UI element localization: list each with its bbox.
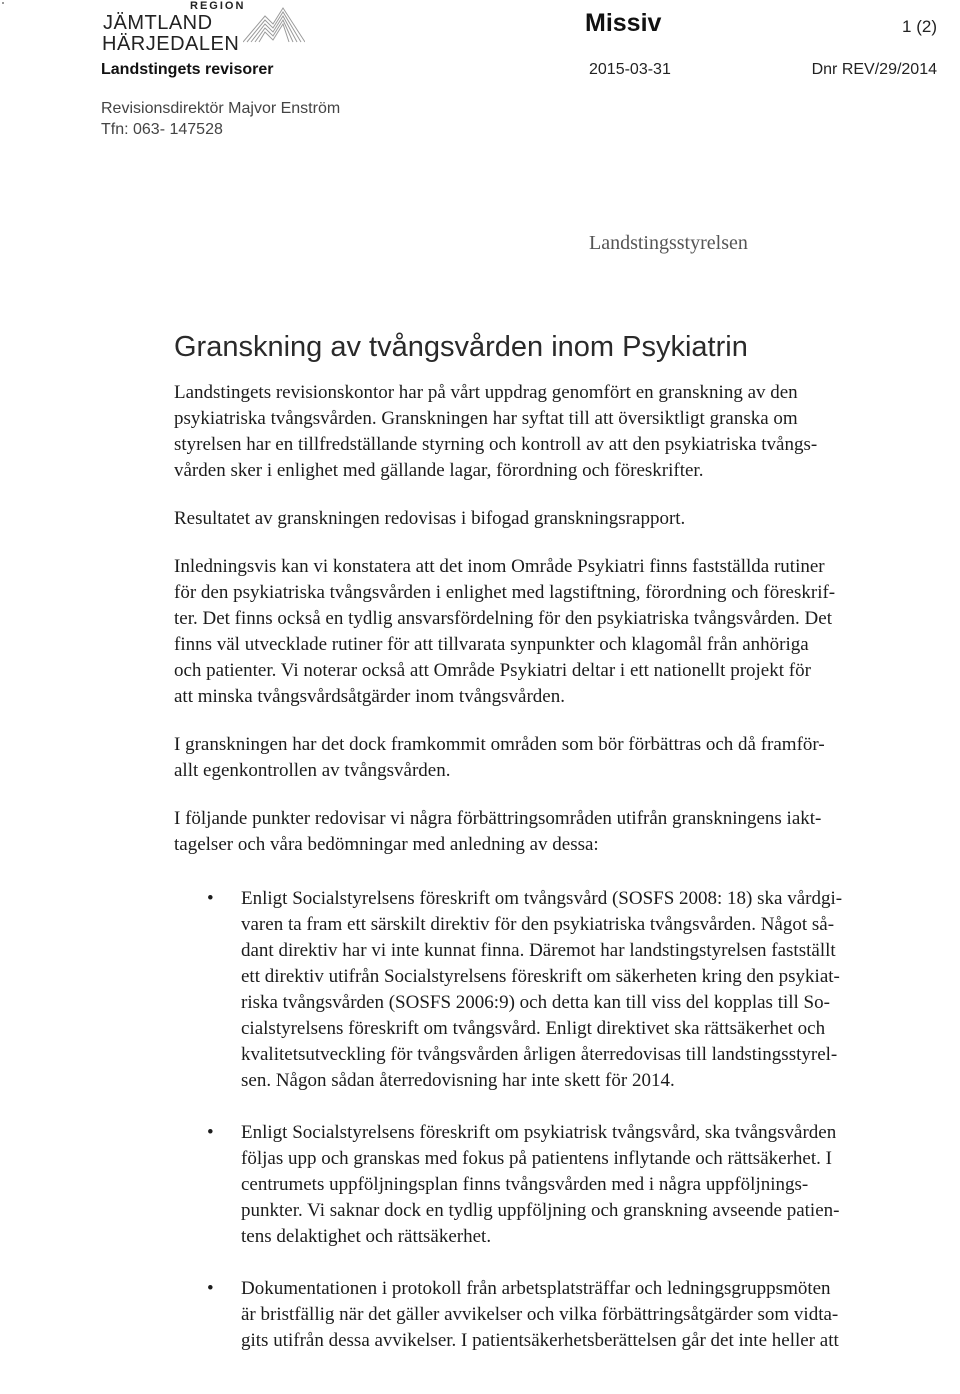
- registration-number: Dnr REV/29/2014: [811, 61, 937, 78]
- logo-line-1: JÄMTLAND: [103, 12, 213, 34]
- page-title: Granskning av tvångsvården inom Psykiatrin: [174, 331, 748, 363]
- list-item-text: Dokumentationen i protokoll från arbetsplatsträffar och ledningsgruppsmöten är bristfällig när det gäller avvikelser och vilka förbättringsåtgärder som vidta- gits utifrån dessa avvikelser. I patientsäkerhetsberättelsen går det inte heller att: [241, 1278, 839, 1351]
- list-item-text: Enligt Socialstyrelsens föreskrift om tvångsvård (SOSFS 2008: 18) ska vårdgi- varen ta fram ett särskilt direktiv för den psykiatriska tvångsvården. Något så- dant direktiv har vi inte kunnat finna. Däremot har landstingstyrelsen fastställt ett direktiv utifrån Socialstyrelsens föreskrift om säkerheten kring den psykiat- riska tvångsvården (SOSFS 2006:9) och detta kan till viss del kopplas till So- cialstyrelsens föreskrift om tvångsvård. Enligt direktivet ska rättsäkerhet och kvalitetsutveckling för tvångsvården årligen återredovisas till landstingsstyrel- sen. Någon sådan återredovisning har inte skett för 2014.: [241, 888, 843, 1091]
- list-item: [174, 886, 946, 1094]
- paragraph-intro: Landstingets revisionskontor har på vårt uppdrag genomfört en granskning av den psykiatriska tvångsvården. Granskningen har syftat till att översiktligt granska om styrelsen har en tillfredställande styrning och kontroll av att den psykiatriska tvångs- vården sker i enlighet med gällande lagar, förordning och föreskrifter.: [174, 382, 818, 481]
- director-name: Revisionsdirektör Majvor Enström: [101, 100, 341, 117]
- list-item-text: Enligt Socialstyrelsens föreskrift om psykiatrisk tvångsvård, ska tvångsvården följas upp och granskas med fokus på patientens inflytande och rättsäkerhet. I centrumets uppföljningsplan finns tvångsvården med i några uppföljnings- punkter. Vi saknar dock en tydlig uppföljning och granskning avseende patien- tens delaktighet och rättsäkerhet.: [241, 1122, 840, 1247]
- bullet-icon: •: [207, 888, 214, 909]
- paragraph-points-intro: I följande punkter redovisar vi några förbättringsområden utifrån granskningens iakt- tagelser och våra bedömningar med anledning av dessa:: [174, 808, 822, 855]
- bullet-icon: •: [207, 1278, 214, 1299]
- document-type: Missiv: [585, 9, 662, 37]
- list-item: [174, 1120, 946, 1250]
- list-item: [174, 1276, 946, 1354]
- logo-region-text: REGION: [190, 0, 246, 12]
- recipient: Landstingsstyrelsen: [589, 232, 748, 254]
- letter-body: [174, 380, 946, 1380]
- document-date: 2015-03-31: [589, 61, 671, 78]
- bullet-icon: •: [207, 1122, 214, 1143]
- paragraph-result: Resultatet av granskningen redovisas i bifogad granskningsrapport.: [174, 508, 686, 529]
- improvement-list: [174, 886, 946, 1354]
- mountain-icon: [243, 4, 305, 44]
- organization-name: Landstingets revisorer: [101, 61, 274, 78]
- page-number: 1 (2): [902, 17, 937, 36]
- logo-line-2: HÄRJEDALEN: [102, 33, 240, 55]
- paragraph-findings: Inledningsvis kan vi konstatera att det inom Område Psykiatri finns fastställda rutiner för den psykiatriska tvångsvården i enlighet med lagstiftning, förordning och föreskrif- ter. Det finns också en tydlig ansvarsfördelning för den psykiatriska tvångsvården. Det finns väl utvecklade rutiner för att tillvarata synpunkter och klagomål från anhöriga och patienter. Vi noterar också att Område Psykiatri deltar i ett nationellt projekt för att minska tvångsvårdsåtgärder inom tvångsvården.: [174, 556, 836, 707]
- region-logo: [101, 0, 311, 58]
- phone-number: Tfn: 063- 147528: [101, 121, 223, 138]
- scan-artifact: [2, 2, 4, 4]
- paragraph-improvements: I granskningen har det dock framkommit områden som bör förbättras och då framför- allt egenkontrollen av tvångsvården.: [174, 734, 825, 781]
